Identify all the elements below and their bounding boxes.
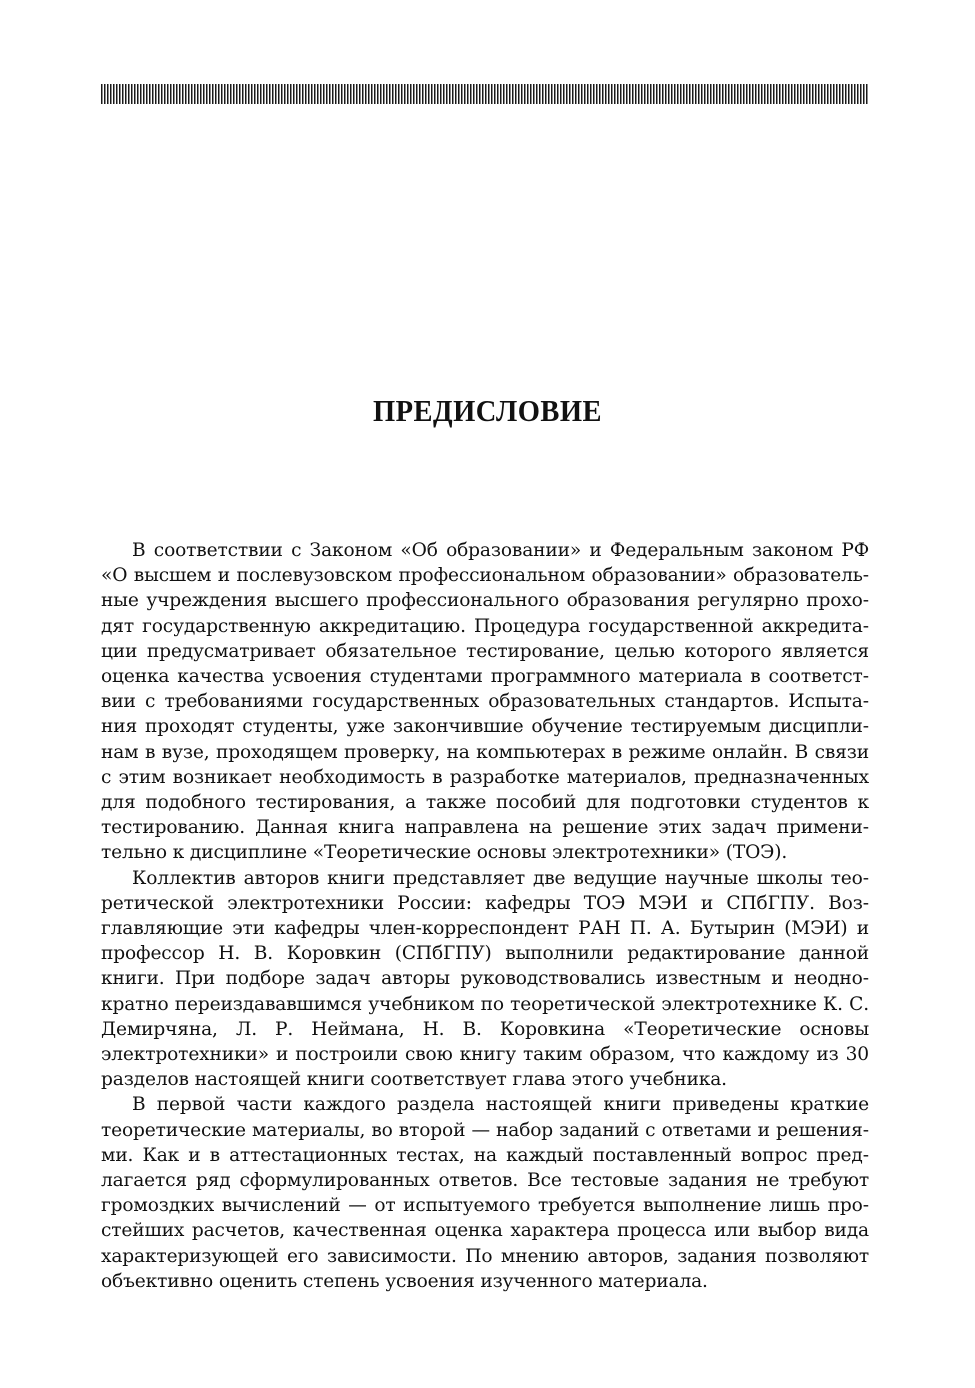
paragraph-1: В соответствии с Законом «Об образовании» и Федеральным законом РФ «О высшем и послевузовском профессиональном образовании» образовательные учреждения высшего профессионального образования регулярно проходят государственную аккредитацию. Процедура государственной аккредитации предусматривает обязательное тестирование, целью которого является оценка качества усвоения студентами программного материала в соответствии с требованиями государственных образовательных стандартов. Испытания проходят студенты, уже закончившие обучение тестируемым дисциплинам в вузе, проходящем проверку, на компьютерах в режиме онлайн. В связи с этим возникает необходимость в разработке материалов, предназначенных для подобного тестирования, а также пособий для подготовки студентов к тестированию. Данная книга направлена на решение этих задач применительно к дисциплине «Теоретические основы электротехники» (ТОЭ). <box>101 540 869 864</box>
decorative-header-rule <box>101 84 869 104</box>
preface-body <box>101 538 869 1294</box>
paragraph-2: Коллектив авторов книги представляет две ведущие научные школы теоретической электротехники России: кафедры ТОЭ МЭИ и СПбГПУ. Возглавляющие эти кафедры член-корреспондент РАН П. А. Бутырин (МЭИ) и профессор Н. В. Коровкин (СПбГПУ) выполнили редактирование данной книги. При подборе задач авторы руководствовались известным и неоднократно переиздававшимся учебником по теоретической электротехнике К. С. Демирчяна, Л. Р. Неймана, Н. В. Коровкина «Теоретические основы электротехники» и построили свою книгу таким образом, что каждому из 30 разделов настоящей книги соответствует глава этого учебника. <box>101 867 869 1091</box>
paragraph-3: В первой части каждого раздела настоящей книги приведены краткие теоретические материалы, во второй — набор заданий с ответами и решениями. Как и в аттестационных тестах, на каждый поставленный вопрос предлагается ряд сформулированных ответов. Все тестовые задания не требуют громоздких вычислений — от испытуемого требуется выполнение лишь простейших расчетов, качественная оценка характера процесса или выбор вида характеризующей его зависимости. По мнению авторов, задания позволяют объективно оценить степень усвоения изученного материала. <box>101 1094 869 1292</box>
page-title: ПРЕДИСЛОВИЕ <box>372 393 603 428</box>
